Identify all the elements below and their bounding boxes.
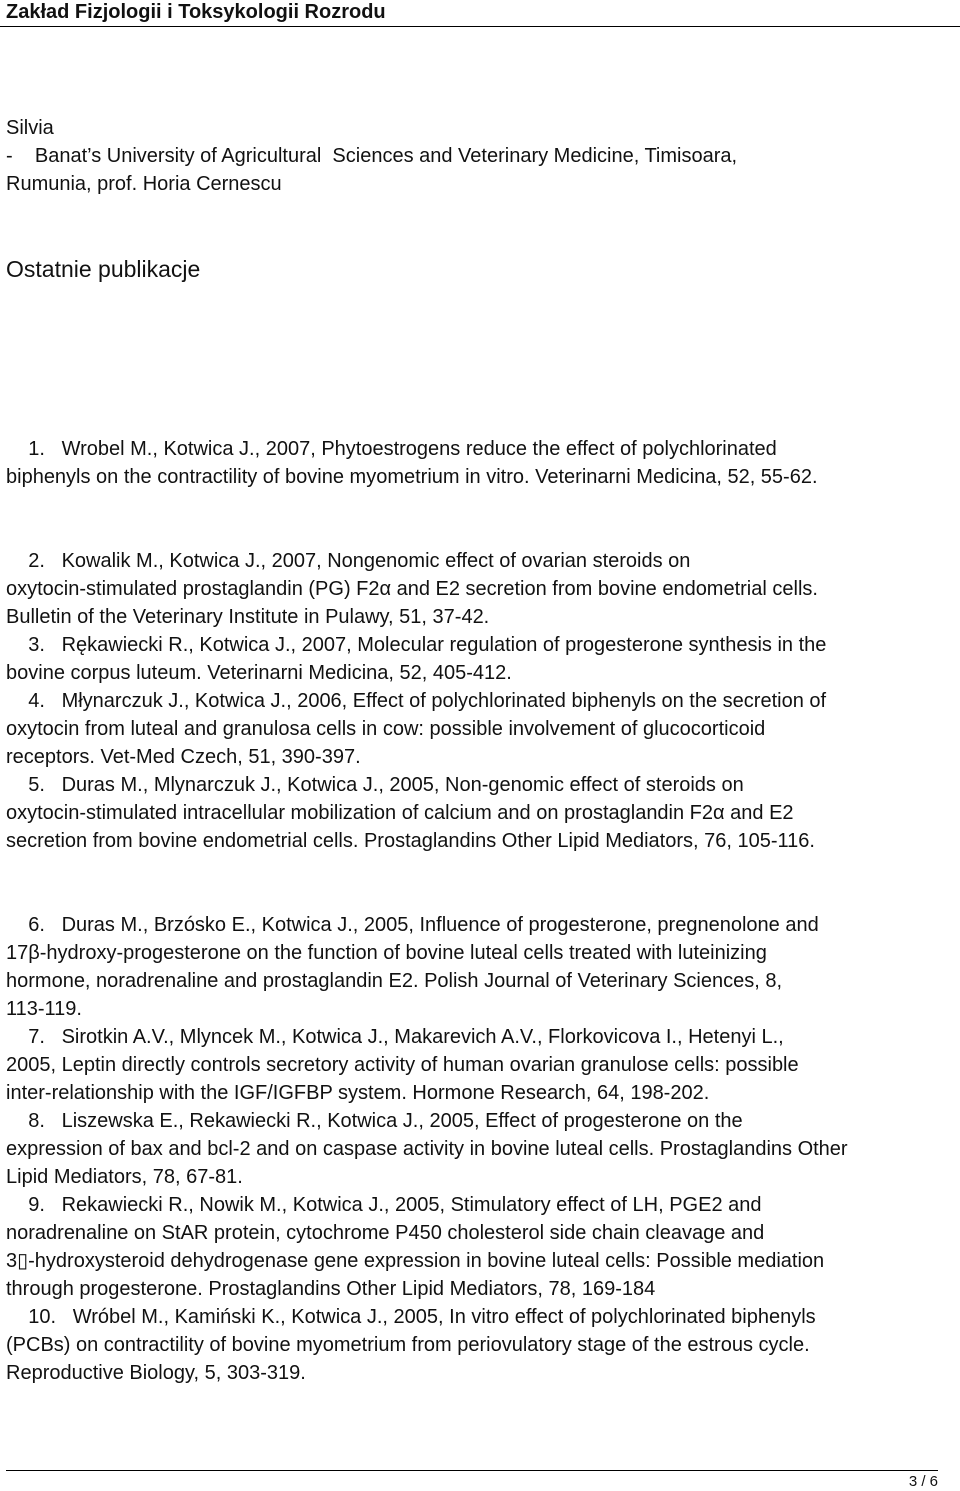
publication-line: Reproductive Biology, 5, 303-319.	[6, 1362, 306, 1384]
publication-line: Bulletin of the Veterinary Institute in Pulawy, 51, 37-42.	[6, 606, 490, 628]
publication-line: 2005, Leptin directly controls secretory activity of human ovarian granulose cells: possible	[6, 1054, 799, 1076]
publication-line: oxytocin-stimulated intracellular mobilization of calcium and on prostaglandin F2α and E2	[6, 802, 794, 824]
publication-line: 8. Liszewska E., Rekawiecki R., Kotwica J., 2005, Effect of progesterone on the	[6, 1110, 743, 1132]
publication-line: expression of bax and bcl-2 and on caspase activity in bovine luteal cells. Prostaglandins Other	[6, 1138, 848, 1160]
publication-line: biphenyls on the contractility of bovine myometrium in vitro. Veterinarni Medicina, 52, 55-62.	[6, 466, 818, 488]
publication-line: 7. Sirotkin A.V., Mlyncek M., Kotwica J., Makarevich A.V., Florkovicova I., Hetenyi L.,	[6, 1026, 784, 1048]
publication-line: 10. Wróbel M., Kamiński K., Kotwica J., 2005, In vitro effect of polychlorinated biphenyls	[6, 1306, 816, 1328]
publication-line: 113-119.	[6, 998, 82, 1020]
publication-line: inter-relationship with the IGF/IGFBP system. Hormone Research, 64, 198-202.	[6, 1082, 710, 1104]
text-line: Silvia	[6, 117, 54, 139]
page-number: 3 / 6	[908, 1473, 938, 1490]
header-title: Zakład Fizjologii i Toksykologii Rozrodu	[6, 1, 386, 23]
text-line: - Banat’s University of Agricultural Sciences and Veterinary Medicine, Timisoara,	[6, 145, 738, 167]
publication-line: 9. Rekawiecki R., Nowik M., Kotwica J., 2005, Stimulatory effect of LH, PGE2 and	[6, 1194, 762, 1216]
publication-line: 1. Wrobel M., Kotwica J., 2007, Phytoestrogens reduce the effect of polychlorinated	[6, 438, 777, 460]
publication-line: 3. Rękawiecki R., Kotwica J., 2007, Molecular regulation of progesterone synthesis in the	[6, 634, 827, 656]
text-line: Rumunia, prof. Horia Cernescu	[6, 173, 282, 195]
section-heading: Ostatnie publikacje	[6, 256, 201, 282]
publication-line: 3▯-hydroxysteroid dehydrogenase gene expression in bovine luteal cells: Possible mediation	[6, 1250, 825, 1272]
publication-line: oxytocin from luteal and granulosa cells in cow: possible involvement of glucocorticoid	[6, 718, 766, 740]
publication-line: Lipid Mediators, 78, 67-81.	[6, 1166, 243, 1188]
page-header	[0, 0, 960, 27]
publication-line: oxytocin-stimulated prostaglandin (PG) F2α and E2 secretion from bovine endometrial cells.	[6, 578, 818, 600]
publication-line: 17β-hydroxy-progesterone on the function of bovine luteal cells treated with luteinizing	[6, 942, 767, 964]
publication-line: bovine corpus luteum. Veterinarni Medicina, 52, 405-412.	[6, 662, 512, 684]
publication-line: noradrenaline on StAR protein, cytochrome P450 cholesterol side chain cleavage and	[6, 1222, 765, 1244]
publication-line: (PCBs) on contractility of bovine myometrium from periovulatory stage of the estrous cycle.	[6, 1334, 810, 1356]
publication-line: 5. Duras M., Mlynarczuk J., Kotwica J., 2005, Non-genomic effect of steroids on	[6, 774, 744, 796]
publication-line: hormone, noradrenaline and prostaglandin E2. Polish Journal of Veterinary Sciences, 8,	[6, 970, 783, 992]
publication-line: secretion from bovine endometrial cells. Prostaglandins Other Lipid Mediators, 76, 105-116.	[6, 830, 815, 852]
publication-line: 2. Kowalik M., Kotwica J., 2007, Nongenomic effect of ovarian steroids on	[6, 550, 691, 572]
publication-line: 6. Duras M., Brzósko E., Kotwica J., 2005, Influence of progesterone, pregnenolone and	[6, 914, 819, 936]
publication-line: 4. Młynarczuk J., Kotwica J., 2006, Effect of polychlorinated biphenyls on the secretion of	[6, 690, 827, 712]
publication-line: receptors. Vet-Med Czech, 51, 390-397.	[6, 746, 361, 768]
publication-line: through progesterone. Prostaglandins Other Lipid Mediators, 78, 169-184	[6, 1278, 656, 1300]
footer-divider	[6, 1470, 938, 1471]
